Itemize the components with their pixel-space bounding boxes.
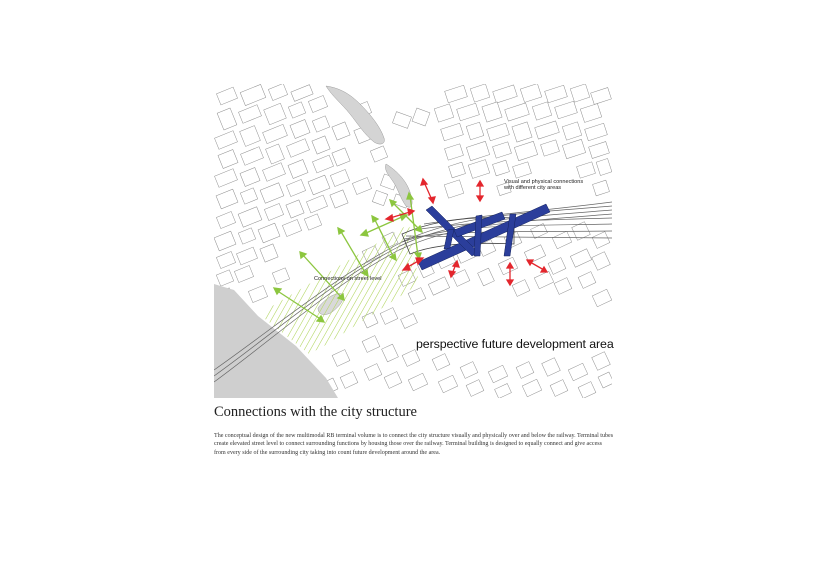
figure-title: Connections with the city structure xyxy=(214,404,417,420)
visual-connections-label: Visual and physical connections with different city areas xyxy=(504,179,584,192)
park-shape xyxy=(326,86,384,144)
figure-description: The conceptual design of the new multimodal RB terminal volume is to connect the city structure visually and physically over and below the railway. Terminal tubes create elevated street level to connect surrounding functions by housing those over the railway. Terminal building is designed to equally connect and give access from every side of the surrounding city taking into count future development around the area. xyxy=(214,433,614,456)
street-level-label: Connections on street level xyxy=(314,276,382,282)
future-development-label: perspective future development area xyxy=(416,337,614,351)
